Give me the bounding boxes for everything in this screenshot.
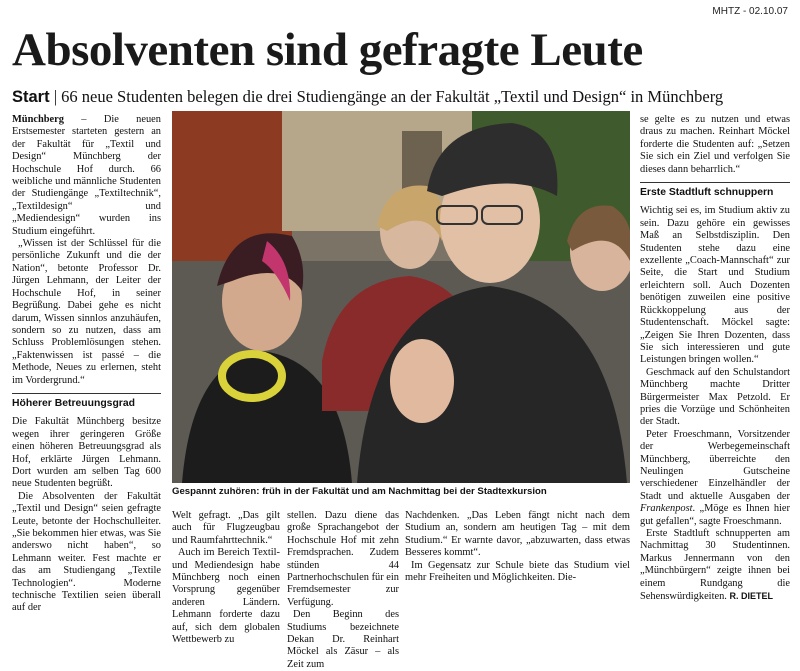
subtitle-betreuungsgrad: Höherer Betreuungsgrad (12, 393, 161, 410)
col5-paragraph-1: se gelte es zu nutzen und etwas draus zu machen. Reinhart Möckel forderte die Studenten auf: „Setzen Sie sich ein Ziel und verfolgen Sie dieses dann beharrlich.“ (640, 114, 790, 175)
subtitle-stadtluft: Erste Stadtluft schnuppern (640, 182, 790, 199)
col2-paragraph-2: Auch im Bereich Textil- und Mediendesign habe Münchberg noch einen Vorsprung gegenüber anderen Ländern. Lehmann forderte dazu auf, sich dem globalen Wettbewerb zu (172, 547, 280, 646)
article-column-1 (12, 114, 161, 615)
col1-paragraph-1: – Die neuen Erstsemester starteten gestern an der Fakultät für „Textil und Design“ Münchberg der Hochschule Hof durch. 66 weibliche und männliche Studenten der Studiengänge „Textiltechnik“, „Textildesign“ und „Mediendesign“ wurden ins Studium eingeführt. (12, 114, 161, 237)
subhead-kicker: Start (12, 88, 50, 106)
students-photo-illustration (172, 111, 630, 483)
subhead-text: 66 neue Studenten belegen die drei Studiengänge an der Fakultät „Textil und Design“ in Münchberg (61, 87, 724, 106)
col5-paragraph-5 (640, 528, 790, 603)
headline: Absolventen sind gefragte Leute (12, 24, 643, 76)
col5-paragraph-4a: Peter Froeschmann, Vorsitzender der Werbegemeinschaft Münchberg, überreichte den Neulingen Gutscheine verschiedener Einzelhändler der Stadt und aktuelle Ausgaben der (640, 428, 790, 502)
article-photo (172, 111, 630, 483)
col4-paragraph-2: Im Gegensatz zur Schule biete das Studium viel mehr Freiheiten und Möglichkeiten. Die- (405, 559, 630, 584)
col1-paragraph-2: „Wissen ist der Schlüssel für die persönliche Zukunft und die der Nation“, betonte Professor Dr. Jürgen Lehmann, der Leiter der Hochschule Hof, in seiner Begrüßung. Dabei gehe es nicht darum, Wissen sinnlos anzuhäufen, sondern so zu nutzen, dass am Schluss Problemlösungen stehen. „Faktenwissen ist passé – die Methode, Neues zu erlernen, steht im Vordergrund.“ (12, 238, 161, 386)
col5-paragraph-4 (640, 429, 790, 528)
article-column-4 (405, 510, 630, 584)
article-column-3 (287, 510, 399, 671)
dateline: Münchberg (12, 114, 64, 125)
article-column-5 (640, 114, 790, 603)
photo-caption: Gespannt zuhören: früh in der Fakultät und am Nachmittag bei der Stadtexkursion (172, 486, 547, 497)
col5-paragraph-3: Geschmack auf den Schulstandort Münchberg machte Dritter Bürgermeister Max Petzold. Er pries die Vorzüge und Schönheiten der Stadt. (640, 366, 790, 428)
newspaper-name: Frankenpost (640, 503, 693, 515)
col1-paragraph-3: Die Fakultät Münchberg besitze wegen ihrer geringeren Größe einen höheren Betreuungsgrad als Hof, erklärte Jürgen Lehmann. Dort wurden am selben Tag 600 neue Studenten begrüßt. (12, 416, 161, 490)
subheadline (12, 87, 792, 107)
subhead-separator: | (53, 87, 58, 106)
col1-paragraph-4: Die Absolventen der Fakultät „Textil und Design“ seien gefragte Leute, betonte der Hochschulleiter. „Sie bekommen hier etwas, was Sie anderswo nicht haben“, so Lehmann weiter. Fest machte er das am Studiengang „Textile Technologien“. Moderne technische Textilien seien überall auf der (12, 490, 161, 614)
author-byline: R. DIETEL (729, 591, 773, 602)
col5-paragraph-4b: . „Möge es Ihnen hier gut gefallen“, sagte Froeschmann. (640, 503, 790, 527)
source-tag: MHTZ - 02.10.07 (712, 6, 788, 17)
col5-paragraph-2: Wichtig sei es, im Studium aktiv zu sein. Dazu gehöre ein gewisses Maß an Selbstdisziplin. Den Studenten stehe dazu eine exzellente „Coach-Mannschaft“ zur Seite, die Start und Studium erleichtern soll. Auch Dozenten benötigen zuweilen eine positive Rückkoppelung aus der Studentenschaft. Möckel sagte: „Zeigen Sie Ihren Dozenten, dass Sie sich interessieren und gute Leistungen bringen wollen.“ (640, 205, 790, 366)
col4-paragraph-1: Nachdenken. „Das Leben fängt nicht nach dem Studium an, sondern am heutigen Tag – mit dem Studium.“ Er warnte davor, „abzuwarten, dass etwas Besseres kommt“. (405, 510, 630, 559)
col3-paragraph-1: stellen. Dazu diene das große Sprachangebot der Hochschule Hof mit zehn Fremdsprachen. Zudem stünden 44 Partnerhochschulen für ein Fremdsemester zur Verfügung. (287, 510, 399, 608)
col2-paragraph-1: Welt gefragt. „Das gilt auch für Flugzeugbau und Raumfahrttechnik.“ (172, 510, 280, 546)
col3-paragraph-2: Den Beginn des Studiums bezeichnete Dekan Dr. Reinhart Möckel als Zäsur – als Zeit zum (287, 609, 399, 670)
col5-paragraph-5-text: Erste Stadtluft schnupperten am Nachmittag 30 Studentinnen. Markus Jennermann von den „Münchbürgern“ zeigte ihnen bei einem Rundgang die Sehenswürdigkeiten. (640, 528, 790, 603)
